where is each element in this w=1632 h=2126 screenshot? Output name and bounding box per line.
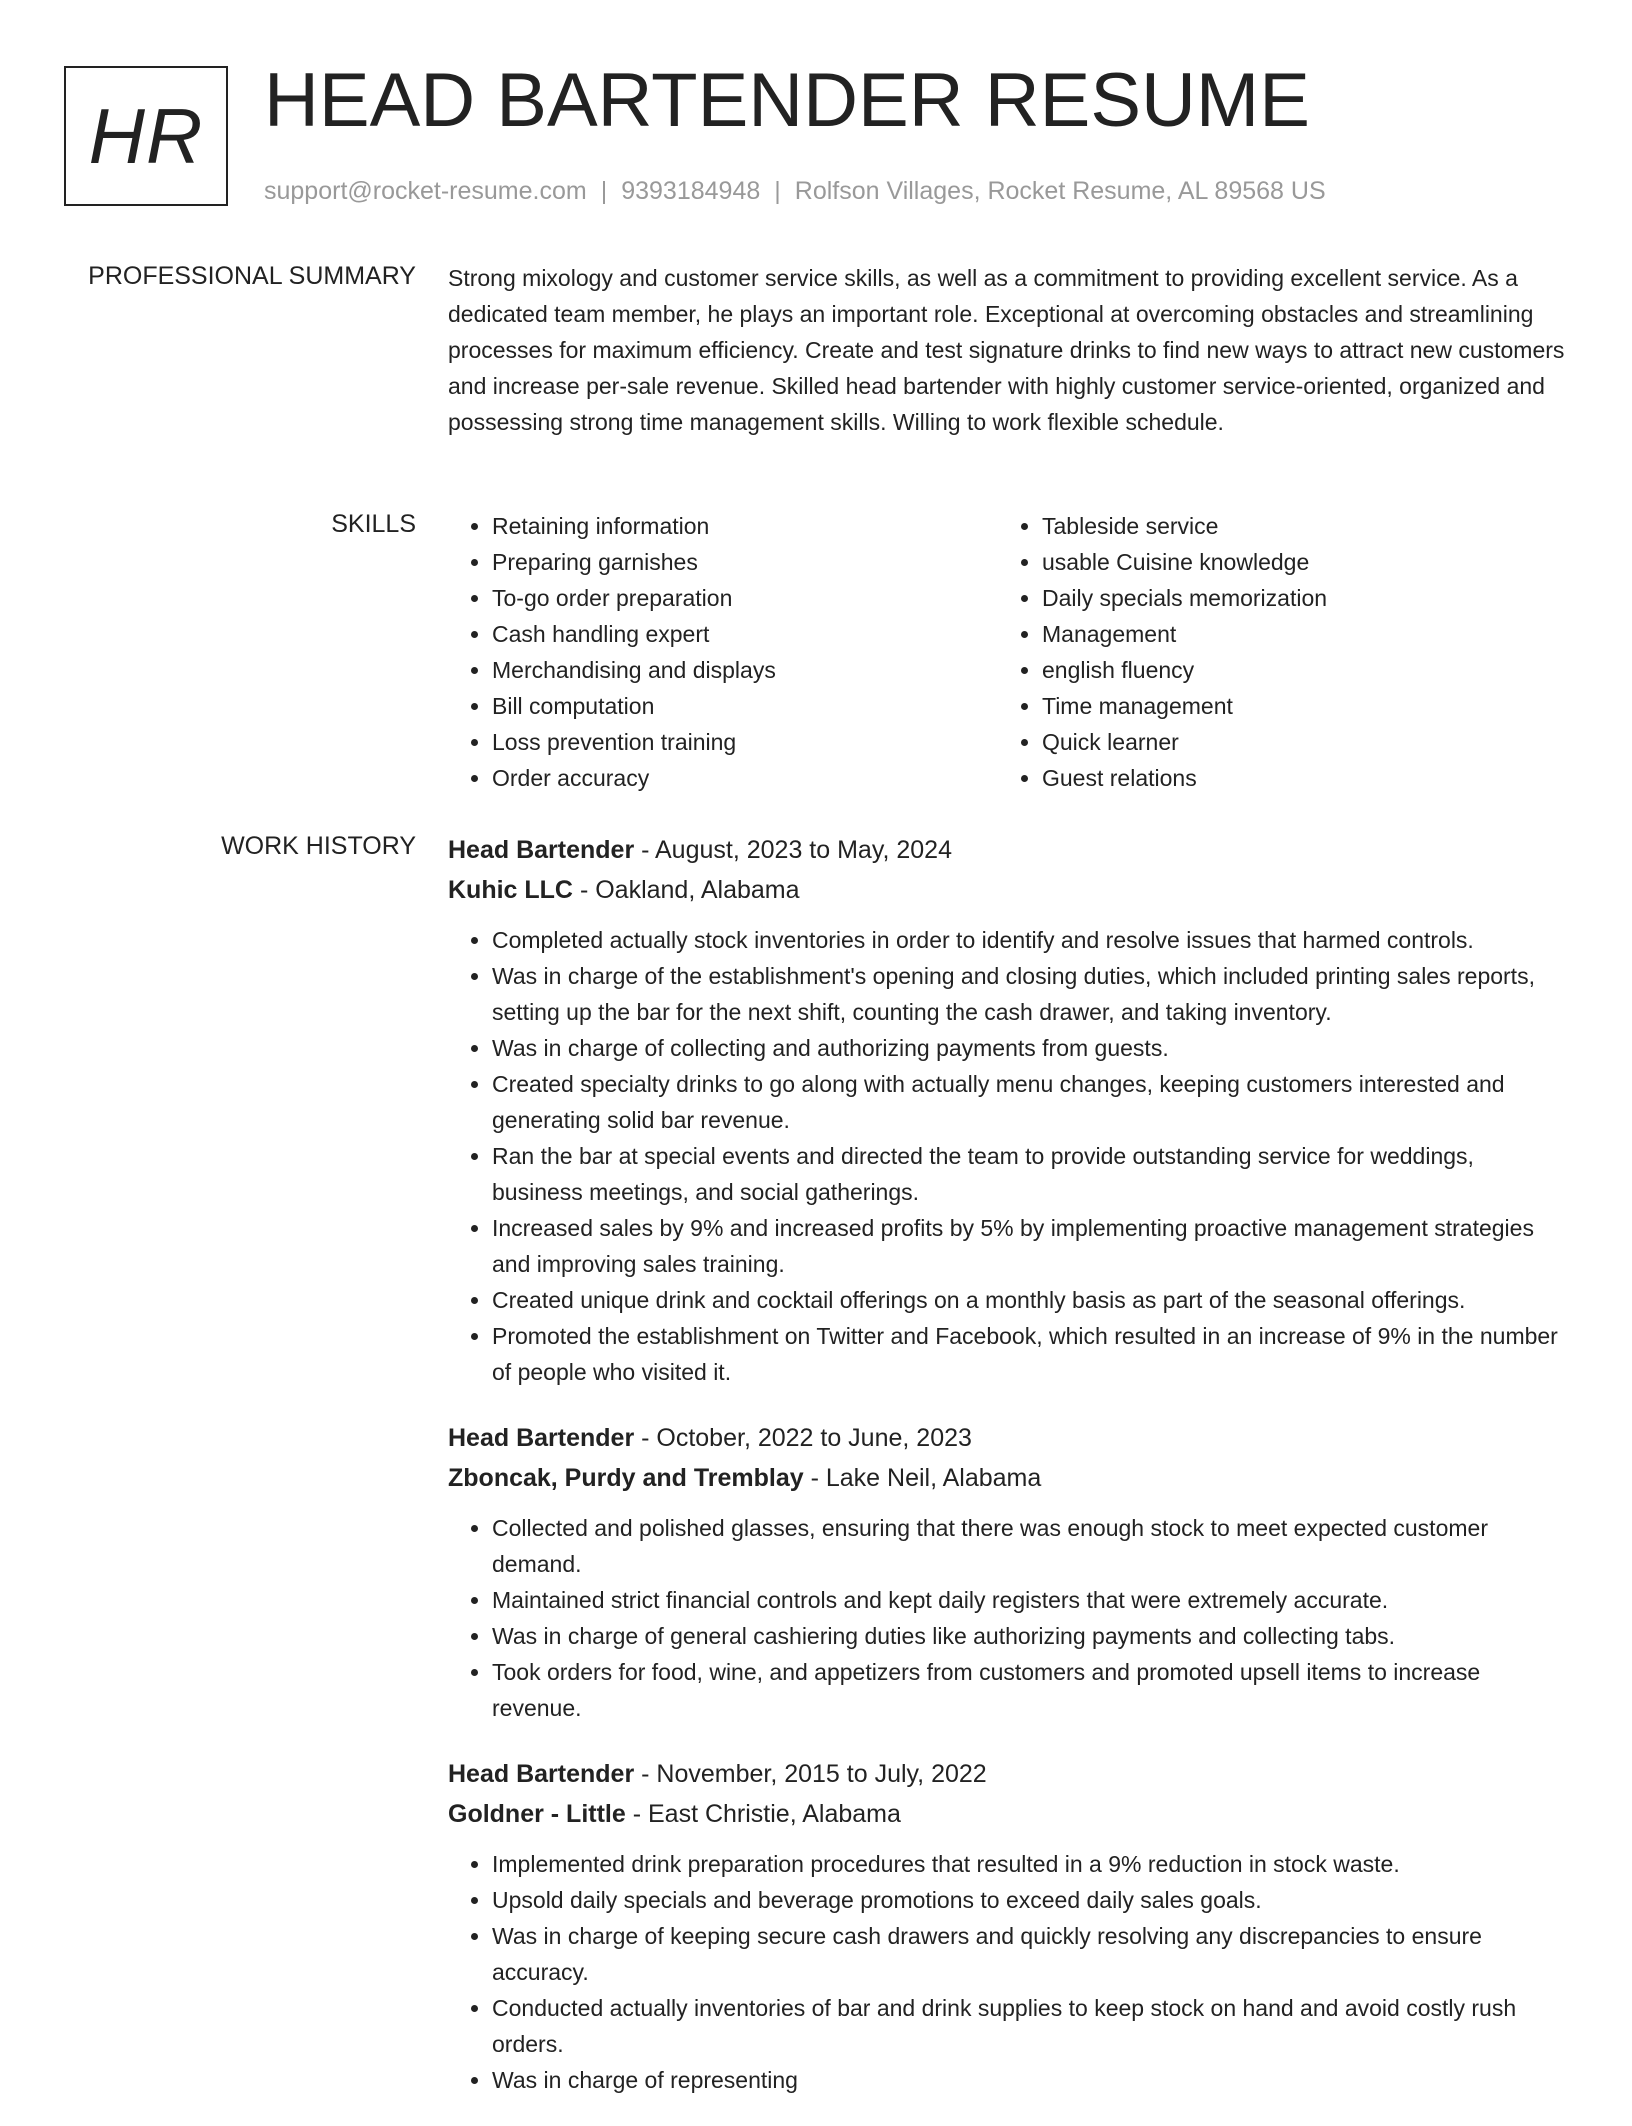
job-bullet: • Ran the bar at special events and directed the team to provide outstanding service for weddings, business meetings, and social gatherings.	[492, 1138, 1568, 1210]
skill-item: • To-go order preparation	[492, 580, 1032, 616]
job-company: Kuhic LLC	[448, 876, 573, 904]
job-company-line	[448, 1458, 1568, 1498]
contact-separator: |	[774, 177, 781, 205]
job-bullet: • Was in charge of general cashiering duties like authorizing payments and collecting tabs.	[492, 1618, 1568, 1654]
section-label-skills: SKILLS	[331, 510, 416, 538]
job-bullet: • Implemented drink preparation procedures that resulted in a 9% reduction in stock waste.	[492, 1846, 1568, 1882]
job-bullet: • Was in charge of keeping secure cash drawers and quickly resolving any discrepancies to ensure accuracy.	[492, 1918, 1568, 1990]
skill-item: • Order accuracy	[492, 760, 1032, 796]
job-bullet: • Was in charge of the establishment's opening and closing duties, which included printing sales reports, setting up the bar for the next shift, counting the cash drawer, and taking inventory.	[492, 958, 1568, 1030]
job-bullet: • Conducted actually inventories of bar and drink supplies to keep stock on hand and avoid costly rush orders.	[492, 1990, 1568, 2062]
job-company-line	[448, 1794, 1568, 1834]
section-label-work-history: WORK HISTORY	[221, 832, 416, 860]
skill-item: • Daily specials memorization	[1042, 580, 1582, 616]
skill-item: • Management	[1042, 616, 1582, 652]
job-bullet: • Maintained strict financial controls and kept daily registers that were extremely accurate.	[492, 1582, 1568, 1618]
skill-item: • usable Cuisine knowledge	[1042, 544, 1582, 580]
job-entry	[448, 1418, 1568, 1726]
job-bullet: • Created specialty drinks to go along with actually menu changes, keeping customers interested and generating solid bar revenue.	[492, 1066, 1568, 1138]
contact-address: Rolfson Villages, Rocket Resume, AL 89568 US	[794, 177, 1326, 205]
job-title-line	[448, 1754, 1568, 1794]
job-bullet: • Created unique drink and cocktail offerings on a monthly basis as part of the seasonal offerings.	[492, 1282, 1568, 1318]
skills-list-right	[998, 508, 1582, 796]
skill-item: • Retaining information	[492, 508, 1032, 544]
summary-text: Strong mixology and customer service skills, as well as a commitment to providing excellent service. As a dedicated team member, he plays an important role. Exceptional at overcoming obstacles and streamlining processes for maximum efficiency. Create and test signature drinks to find new ways to attract new customers and increase per-sale revenue. Skilled head bartender with highly customer service-oriented, organized and possessing strong time management skills. Willing to work flexible schedule.	[448, 265, 1565, 435]
job-bullet: • Increased sales by 9% and increased profits by 5% by implementing proactive management strategies and improving sales training.	[492, 1210, 1568, 1282]
job-bullet: • Upsold daily specials and beverage promotions to exceed daily sales goals.	[492, 1882, 1568, 1918]
job-bullet: • Promoted the establishment on Twitter and Facebook, which resulted in an increase of 9% in the number of people who visited it.	[492, 1318, 1568, 1390]
contact-separator: |	[600, 177, 608, 205]
resume-title: HEAD BARTENDER RESUME	[264, 58, 1310, 143]
summary-body	[448, 260, 1568, 440]
job-bullet: • Collected and polished glasses, ensuring that there was enough stock to meet expected customer demand.	[492, 1510, 1568, 1582]
contact-phone: 9393184948	[621, 177, 761, 205]
job-title: Head Bartender	[448, 1760, 635, 1788]
job-company: Goldner - Little	[448, 1800, 626, 1828]
skills-list-left	[448, 508, 1032, 796]
skill-item: • Merchandising and displays	[492, 652, 1032, 688]
skill-item: • Bill computation	[492, 688, 1032, 724]
job-title: Head Bartender	[448, 1424, 635, 1452]
job-dates: - October, 2022 to June, 2023	[634, 1424, 972, 1452]
job-location: - East Christie, Alabama	[625, 1800, 901, 1828]
job-bullet: • Was in charge of collecting and authorizing payments from guests.	[492, 1030, 1568, 1066]
skill-item: • Cash handling expert	[492, 616, 1032, 652]
job-title: Head Bartender	[448, 836, 635, 864]
contact-line	[264, 176, 1326, 206]
contact-email: support@rocket-resume.com	[264, 177, 587, 205]
job-dates: - November, 2015 to July, 2022	[634, 1760, 987, 1788]
job-company: Zboncak, Purdy and Tremblay	[448, 1464, 804, 1492]
skill-item: • Preparing garnishes	[492, 544, 1032, 580]
job-bullet: • Took orders for food, wine, and appetizers from customers and promoted upsell items to increase revenue.	[492, 1654, 1568, 1726]
section-label-summary: PROFESSIONAL SUMMARY	[88, 262, 416, 290]
skill-item: • Tableside service	[1042, 508, 1582, 544]
job-bullets	[448, 922, 1568, 1390]
job-bullets	[448, 1510, 1568, 1726]
job-entry	[448, 830, 1568, 1390]
job-bullets	[448, 1846, 1568, 2098]
skill-item: • Time management	[1042, 688, 1582, 724]
skill-item: • Quick learner	[1042, 724, 1582, 760]
job-bullet: • Completed actually stock inventories in order to identify and resolve issues that harmed controls.	[492, 922, 1568, 958]
job-bullet: • Was in charge of representing	[492, 2062, 1568, 2098]
skill-item: • Loss prevention training	[492, 724, 1032, 760]
job-title-line	[448, 1418, 1568, 1458]
job-dates: - August, 2023 to May, 2024	[634, 836, 952, 864]
skill-item: • english fluency	[1042, 652, 1582, 688]
job-location: - Lake Neil, Alabama	[803, 1464, 1042, 1492]
work-history-body	[448, 830, 1568, 2126]
job-entry	[448, 1754, 1568, 2098]
monogram-logo: HR	[64, 66, 228, 206]
job-location: - Oakland, Alabama	[573, 876, 800, 904]
job-title-line	[448, 830, 1568, 870]
job-company-line	[448, 870, 1568, 910]
skill-item: • Guest relations	[1042, 760, 1582, 796]
